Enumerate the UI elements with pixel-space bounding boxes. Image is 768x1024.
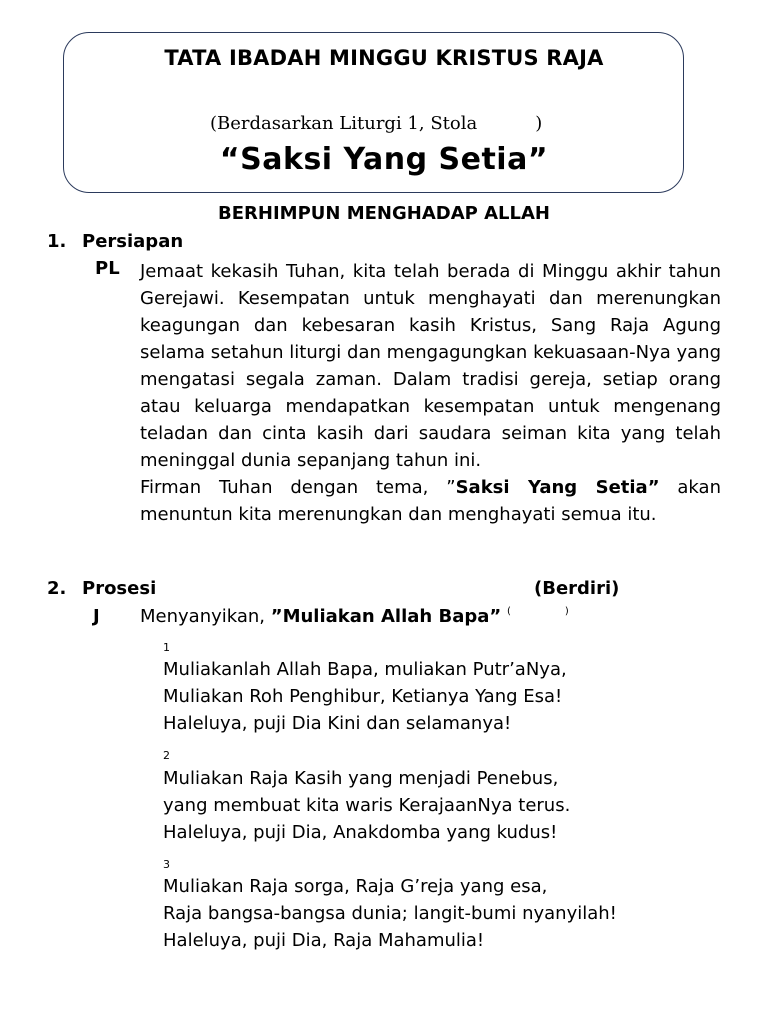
section-heading: BERHIMPUN MENGHADAP ALLAH <box>218 203 550 224</box>
item-heading-prosesi <box>47 578 156 599</box>
stanza-line: Muliakan Roh Penghibur, Ketianya Yang Esa! <box>163 686 563 707</box>
song-ref-close: ) <box>564 606 569 617</box>
song-ref-open: ( <box>506 606 511 617</box>
theme-title: “Saksi Yang Setia” <box>219 142 549 177</box>
stanza-number: 3 <box>163 858 170 871</box>
item-number: 2. <box>47 578 67 599</box>
stanza-line: Muliakanlah Allah Bapa, muliakan Putr’aNya, <box>163 659 567 680</box>
paragraph-2-after: akan menuntun kita merenungkan dan menghayati semua itu. <box>140 477 721 525</box>
stanza-number: 1 <box>163 641 170 654</box>
song-reference <box>507 606 569 617</box>
item-heading-persiapan <box>47 231 183 252</box>
song-line <box>140 606 569 627</box>
posture-label: (Berdiri) <box>534 578 620 599</box>
stanza-line: yang membuat kita waris KerajaanNya terus. <box>163 795 571 816</box>
liturgy-note-prefix: (Berdasarkan Liturgi 1, Stola <box>210 113 478 134</box>
role-label-j: J <box>93 606 100 627</box>
song-title: ”Muliakan Allah Bapa” <box>270 606 502 627</box>
persiapan-paragraph-2 <box>140 474 721 528</box>
persiapan-text <box>140 258 721 528</box>
item-title: Persiapan <box>82 231 184 252</box>
item-title: Prosesi <box>82 578 157 599</box>
document-title: TATA IBADAH MINGGU KRISTUS RAJA <box>164 46 604 70</box>
liturgy-note-suffix: ) <box>535 113 543 134</box>
song-intro: Menyanyikan, <box>140 606 271 627</box>
item-number: 1. <box>47 231 67 252</box>
stanza-line: Raja bangsa-bangsa dunia; langit-bumi nyanyilah! <box>163 903 617 924</box>
stanza-line: Haleluya, puji Dia, Raja Mahamulia! <box>163 930 485 951</box>
role-label-pl: PL <box>95 258 120 279</box>
stanza <box>163 656 567 737</box>
stanza-line: Haleluya, puji Dia, Anakdomba yang kudus! <box>163 822 558 843</box>
persiapan-paragraph-1: Jemaat kekasih Tuhan, kita telah berada di Minggu akhir tahun Gerejawi. Kesempatan untuk menghayati dan merenungkan keagungan dan kebesaran kasih Kristus, Sang Raja Agung selama setahun liturgi dan mengagungkan kekuasaan-Nya yang mengatasi segala zaman. Dalam tradisi gereja, setiap orang atau keluarga mendapatkan kesempatan untuk mengenang teladan dan cinta kasih dari saudara seiman kita yang telah meninggal dunia sepanjang tahun ini. <box>140 261 721 471</box>
liturgy-note <box>210 113 542 134</box>
stanza <box>163 873 617 954</box>
paragraph-2-before: Firman Tuhan dengan tema, ” <box>140 477 456 498</box>
stanza-line: Haleluya, puji Dia Kini dan selamanya! <box>163 713 512 734</box>
stanza-line: Muliakan Raja sorga, Raja G’reja yang esa, <box>163 876 548 897</box>
stanza-number: 2 <box>163 749 170 762</box>
stanza-line: Muliakan Raja Kasih yang menjadi Penebus, <box>163 768 559 789</box>
stanza <box>163 765 570 846</box>
paragraph-2-theme: Saksi Yang Setia” <box>455 477 660 498</box>
